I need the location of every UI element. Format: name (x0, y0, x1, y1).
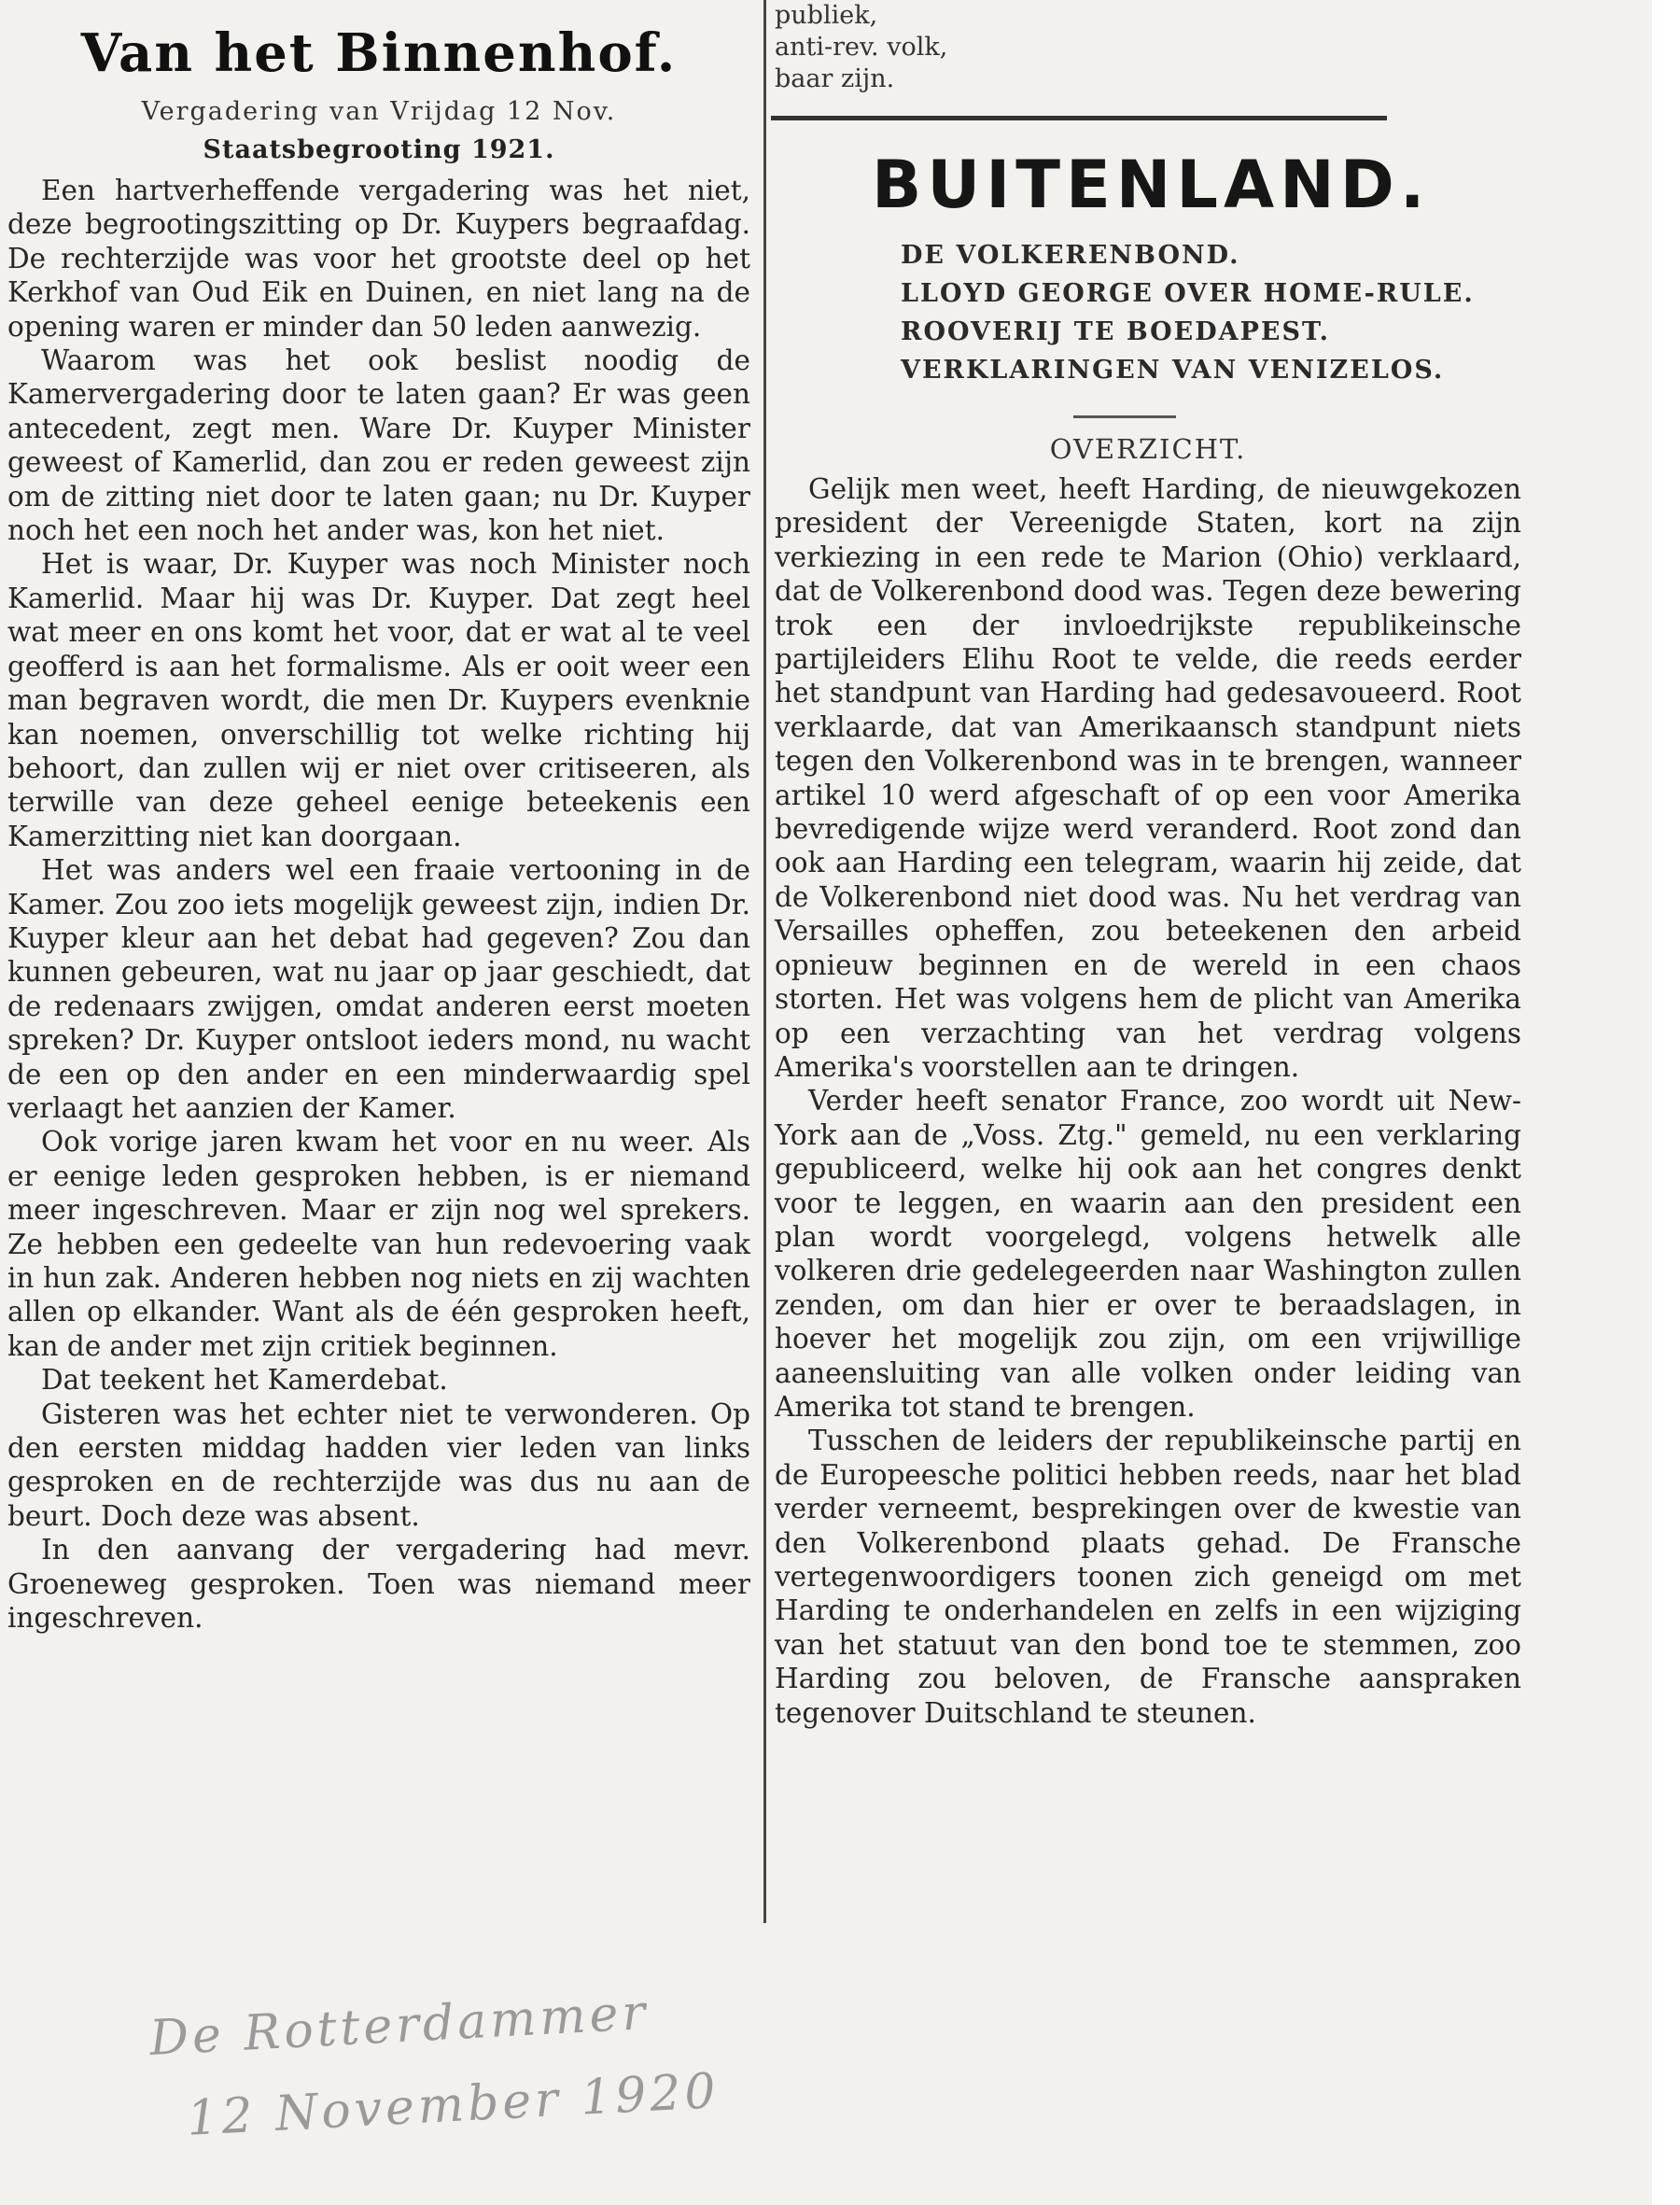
overzicht-heading: OVERZICHT. (1049, 433, 1247, 465)
article-paragraph: Een hartverheffende vergadering was het niet, deze begrootingszitting op Dr. Kuypers begraafdag. De rechterzijde was voor het grootste deel op het Kerkhof van Oud Eik en Duinen, en niet lang na de opening waren er minder dan 50 leden aanwezig. (7, 175, 750, 343)
short-rule (1073, 415, 1176, 418)
article-paragraph: Dat teekent het Kamerdebat. (41, 1364, 448, 1397)
headline-binnenhof: Van het Binnenhof. (80, 22, 678, 84)
article-paragraph: Het is waar, Dr. Kuyper was noch Minister noch Kamerlid. Maar hij was Dr. Kuyper. Dat zegt heel wat meer en ons komt het voor, dat er wat al te veel geofferd is aan het formalisme. Als er ooit weer een man begraven wordt, die men Dr. Kuypers evenknie kan noemen, onverschillig tot welke richting hij behoort, dan zullen wij er niet over critiseeren, als terwille van deze geheel eenige beteekenis een Kamerzitting niet kan doorgaan. (7, 548, 750, 852)
handwritten-source: De Rotterdammer (147, 1985, 651, 2067)
right-column (775, 0, 1521, 1730)
article-paragraph: Het was anders wel een fraaie vertooning in de Kamer. Zou zoo iets mogelijk geweest zijn, indien Dr. Kuyper kleur aan het debat had gegeven? Zou dan kunnen gebeuren, wat nu jaar op jaar geschiedt, dat de redenaars zwijgen, omdat anderen eerst moeten spreken? Dr. Kuyper ontsloot ieders mond, nu wacht de een op den ander en een minderwaardig spel verlaagt het aanzien der Kamer. (7, 854, 750, 1124)
article-paragraph: Waarom was het ook beslist noodig de Kamervergadering door te laten gaan? Er was geen antecedent, zegt men. Ware Dr. Kuyper Minister geweest of Kamerlid, dan zou er reden geweest zijn om de zitting niet door te laten gaan; nu Dr. Kuyper noch het een noch het ander was, kon het niet. (7, 344, 750, 547)
left-column (7, 13, 750, 1635)
torn-edge (1652, 0, 1680, 2205)
topic-list (901, 236, 1521, 389)
topic-item: DE VOLKERENBOND. (901, 241, 1240, 270)
article-paragraph: Gelijk men weet, heeft Harding, de nieuwgekozen president der Vereenigde Staten, kort na zijn verkiezing in een rede te Marion (Ohio) verklaard, dat de Volkerenbond dood was. Tegen deze bewering trok een der invloedrijkste republikeinsche partijleiders Elihu Root te velde, die reeds eerder het standpunt van Harding had gedesavoueerd. Root verklaarde, dat van Amerikaansch standpunt niets tegen den Volkerenbond was in te brengen, wanneer artikel 10 werd afgeschaft of op een voor Amerika bevredigende wijze werd veranderd. Root zond dan ook aan Harding een telegram, waarin hij zeide, dat de Volkerenbond niet dood was. Nu het verdrag van Versailles opheffen, zou beteekenen den arbeid opnieuw beginnen en de wereld in een chaos storten. Het was volgens hem de plicht van Amerika op een verzachting van het verdrag volgens Amerika's voorstellen aan te dringen. (775, 473, 1521, 1083)
section-rule (771, 116, 1387, 120)
budget-subhead: Staatsbegrooting 1921. (203, 135, 555, 164)
section-title-buitenland: BUITENLAND. (872, 147, 1431, 223)
handwritten-date: 12 November 1920 (185, 2063, 721, 2147)
article-paragraph: Tusschen de leiders der republikeinsche partij en de Europeesche politici hebben reeds, naar het blad verder verneemt, besprekingen over de kwestie van den Volkerenbond plaats gehad. De Fransche vertegenwoordigers toonen zich geneigd om met Harding te onderhandelen en zelfs in een wijziging van het statuut van den bond toe te stemmen, zoo Harding zou beloven, de Fransche aanspraken tegenover Duitschland te steunen. (775, 1425, 1521, 1729)
article-paragraph: Verder heeft senator France, zoo wordt uit New-York aan de „Voss. Ztg." gemeld, nu een verklaring gepubliceerd, welke hij ook aan het congres denkt voor te leggen, en waarin aan den president een plan wordt voorgelegd, volgens hetwelk alle volkeren drie gedelegeerden naar Washington zullen zenden, om dan hier er over te beraadslagen, in hoever het mogelijk zou zijn, om een vrijwillige aaneensluiting van alle volken onder leiding van Amerika tot stand te brengen. (775, 1085, 1521, 1423)
topic-item: ROOVERIJ TE BOEDAPEST. (901, 317, 1331, 346)
topic-item: LLOYD GEORGE OVER HOME-RULE. (901, 279, 1475, 308)
column-divider (763, 0, 766, 1923)
article-paragraph: Ook vorige jaren kwam het voor en nu weer. Als er eenige leden gesproken hebben, is er niemand meer ingeschreven. Maar er zijn nog wel sprekers. Ze hebben een gedeelte van hun redevoering vaak in hun zak. Anderen hebben nog niets en zij wachten allen op elkander. Want als de één gesproken heeft, kan de ander met zijn critiek beginnen. (7, 1126, 750, 1362)
article-paragraph: Gisteren was het echter niet te verwonderen. Op den eersten middag hadden vier leden van links gesproken en de rechterzijde was dus nu aan de beurt. Doch deze was absent. (7, 1397, 750, 1532)
topic-item: VERKLARINGEN VAN VENIZELOS. (901, 356, 1445, 385)
snippet-line: baar zijn. (775, 64, 895, 93)
meeting-subhead: Vergadering van Vrijdag 12 Nov. (141, 97, 617, 126)
article-paragraph: In den aanvang der vergadering had mevr. Groeneweg gesproken. Toen was niemand meer ingeschreven. (7, 1534, 750, 1635)
snippet-line: anti-rev. volk, (775, 33, 948, 62)
snippet-line: publiek, (775, 1, 878, 30)
